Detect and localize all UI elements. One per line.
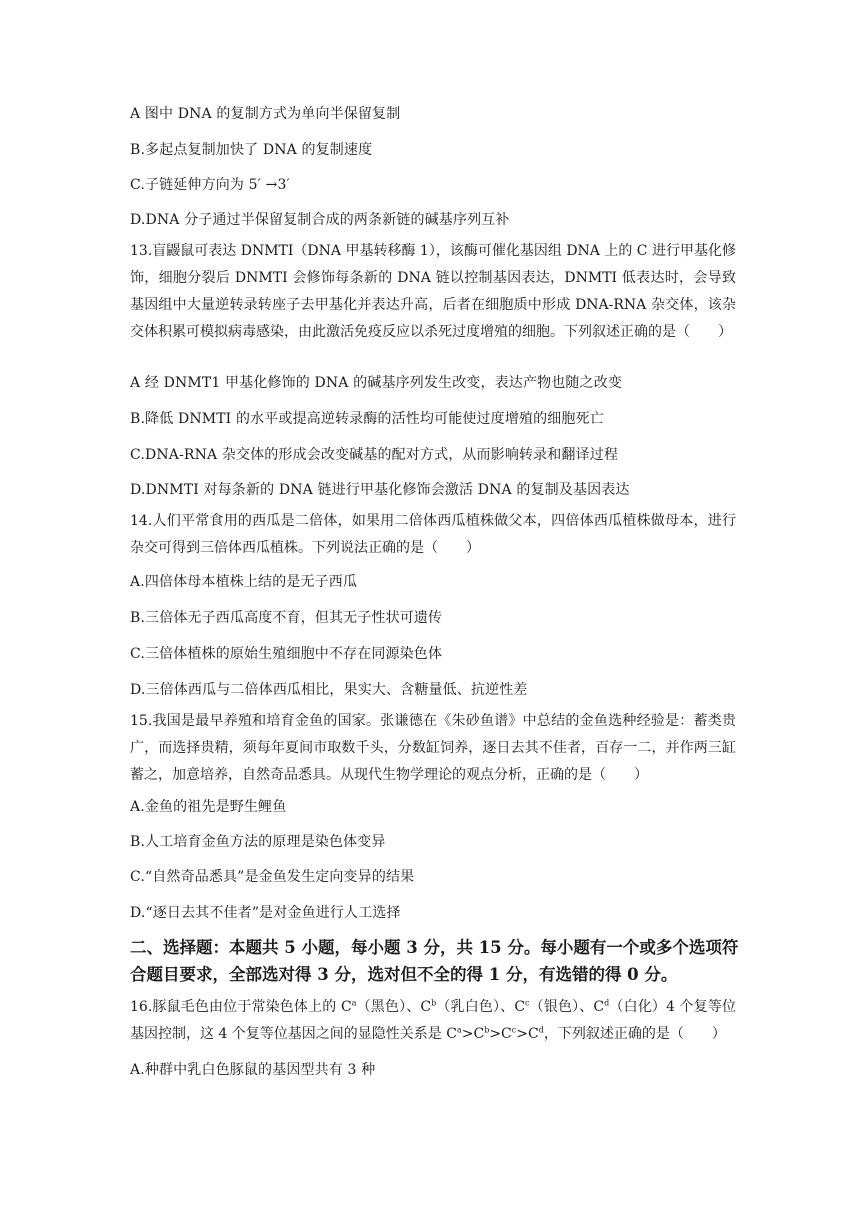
q14-option-c: C.三倍体植株的原始生殖细胞中不存在同源染色体	[130, 646, 443, 662]
q12-option-a: A 图中 DNA 的复制方式为单向半保留复制	[130, 106, 401, 122]
q14-option-a: A.四倍体母本植株上结的是无子西瓜	[130, 574, 358, 590]
section-heading: 二、选择题：本题共 5 小题，每小题 3 分，共 15 分。每小题有一个或多个选项符合题目要求，全部选对得 3 分，选对但不全的得 1 分，有选错的得 0 分。	[130, 938, 739, 984]
q15-stem: 15.我国是最早养殖和培育金鱼的国家。张谦德在《朱砂鱼谱》中总结的金鱼选种经验是：蓄类贵广，而选择贵精，须每年夏间市取数千头，分数缸饲养，逐日去其不佳者，百存一二，并作两三缸蓄之，加意培养，自然奇品悉具。从现代生物学理论的观点分析，正确的是（ ）	[130, 713, 736, 783]
q16-stem: 16.豚鼠毛色由位于常染色体上的 $C^a$（黑色）、$C^b$（乳白色）、$C^c$（银色）、$C^d$（白化）4 个复等位基因控制，这 4 个复等位基因之间的显隐性关系是 $C^a>C^b>C^c>C^d$，下列叙述正确的是（ ）	[130, 998, 736, 1042]
q13-option-d: D.DNMTI 对每条新的 DNA 链进行甲基化修饰会激活 DNA 的复制及基因表达	[130, 482, 630, 498]
q13-option-c: C.DNA-RNA 杂交体的形成会改变碱基的配对方式，从而影响转录和翻译过程	[130, 447, 619, 463]
q16-option-a: A.种群中乳白色豚鼠的基因型共有 3 种	[130, 1062, 376, 1078]
q12-option-d: D.DNA 分子通过半保留复制合成的两条新链的碱基序列互补	[130, 212, 510, 228]
q15-option-d: D.“逐日去其不佳者”是对金鱼进行人工选择	[130, 905, 401, 921]
q13-option-b: B.降低 DNMTI 的水平或提高逆转录酶的活性均可能使过度增殖的细胞死亡	[130, 411, 604, 427]
q15-option-b: B.人工培育金鱼方法的原理是染色体变异	[130, 834, 386, 850]
q13-stem: 13.盲鼹鼠可表达 DNMTI（DNA 甲基转移酶 1），该酶可催化基因组 DNA 上的 C 进行甲基化修饰，细胞分裂后 DNMTI 会修饰每条新的 DNA 链以控制基因表达，DNMTI 低表达时，会导致基因组中大量逆转录转座子去甲基化并表达升高，后者在细胞质中形成 DNA-RNA 杂交体，该杂交体积累可模拟病毒感染，由此激活免疫反应以杀死过度增殖的细胞。下列叙述正确的是（ ）	[130, 243, 736, 340]
q12-option-c: C.子链延伸方向为 5′ →3′	[130, 177, 290, 193]
q14-stem: 14.人们平常食用的西瓜是二倍体，如果用二倍体西瓜植株做父本，四倍体西瓜植株做母本，进行杂交可得到三倍体西瓜植株。下列说法正确的是（ ）	[130, 513, 736, 556]
q15-option-c: C.“自然奇品悉具”是金鱼发生定向变异的结果	[130, 869, 415, 885]
q13-option-a: A 经 DNMT1 甲基化修饰的 DNA 的碱基序列发生改变，表达产物也随之改变	[130, 375, 622, 391]
q14-option-b: B.三倍体无子西瓜高度不育，但其无子性状可遗传	[130, 610, 443, 626]
q12-option-b: B.多起点复制加快了 DNA 的复制速度	[130, 142, 373, 158]
q14-option-d: D.三倍体西瓜与二倍体西瓜相比，果实大、含糖量低、抗逆性差	[130, 682, 528, 698]
q15-option-a: A.金鱼的祖先是野生鲤鱼	[130, 799, 287, 815]
